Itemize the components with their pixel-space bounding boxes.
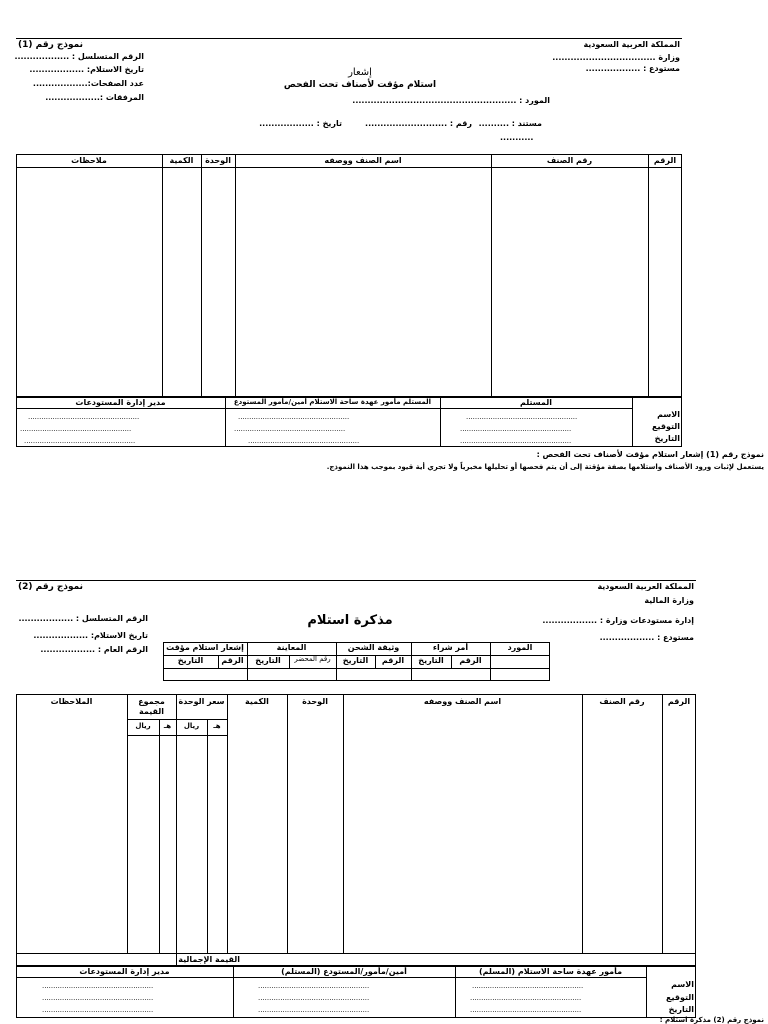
form2-serial: الرقم المتسلسل : .................. — [18, 614, 148, 623]
form2-title: مذكرة استلام — [307, 613, 393, 628]
form2-ref-temp-date: التاريخ — [177, 656, 204, 665]
form1-number: نموذج رقم (1) — [18, 40, 84, 50]
form2-sig-label-name: الاسم — [671, 980, 694, 989]
form2-dots: .................................................. — [258, 982, 370, 990]
form2-col-qty: الكمية — [245, 697, 269, 706]
form1-col-qty: الكمية — [169, 156, 194, 165]
form1-number-field: رقم : ........................... — [365, 119, 472, 128]
form2-col-no: الرقم — [667, 697, 691, 706]
form1-dots: .................................................. — [460, 425, 572, 433]
form1-col-item-no: رقم الصنف — [546, 156, 593, 165]
form1-sig-label-date: التاريخ — [654, 434, 680, 443]
form2-sig-label-date: التاريخ — [668, 1005, 694, 1014]
form2-dots: .................................................. — [472, 982, 584, 990]
form1-dots: .................................................. — [20, 425, 132, 433]
form1-attachments: المرفقات :.................. — [45, 93, 144, 102]
form1-kingdom: المملكة العربية السعودية — [583, 40, 680, 49]
form2-total-label: القيمة الإجمالية — [178, 955, 240, 964]
form2-ref-inspection: المعاينة — [276, 643, 307, 652]
form2-dots: .................................................. — [42, 982, 154, 990]
form1-col-unit: الوحدة — [205, 156, 231, 165]
form2-ref-insp-record: رقم المحضر — [294, 655, 331, 663]
form1-dots: .................................................. — [24, 437, 136, 445]
form1-receipt-date: تاريخ الاستلام: .................. — [29, 65, 144, 74]
form2-ref-ship-no: الرقم — [381, 656, 405, 665]
form1-supplier: المورد : ...................................................... — [352, 96, 550, 105]
form1-sig-label-signature: التوقيع — [652, 422, 680, 431]
form1-date: تاريخ : .................. — [259, 119, 342, 128]
form1-dots: .................................................. — [28, 413, 140, 421]
form2-ministry: وزارة المالية — [644, 596, 694, 605]
form2-ref-shipping-doc: وثيقة الشحن — [347, 643, 400, 652]
form1-sig-custodian: المستلم مأمور عهدة ساحة الاستلام أمين/مأمور المستودع — [233, 398, 432, 406]
form1-dots: .................................................. — [238, 413, 350, 421]
form2-sig-keeper: أمين/مأمور/المستودع (المستلم) — [281, 967, 407, 976]
form2-ref-temp-no: الرقم — [221, 656, 244, 665]
form2-receipt-date: تاريخ الاستلام: .................. — [33, 631, 148, 640]
form2-dots: .................................................. — [42, 994, 154, 1002]
form1-serial: الرقم المتسلسل : .................. — [14, 52, 144, 61]
form2-sig-deliverer: مأمور عهدة ساحة الاستلام (المسلم) — [478, 967, 623, 976]
form2-dots: .................................................. — [258, 994, 370, 1002]
form2-col-item-name: اسم الصنف ووصفه — [423, 697, 502, 706]
form1-doc-dots: ........... — [500, 133, 534, 142]
form2-ref-purchase-order: أمر شراء — [432, 643, 469, 652]
form1-col-no: الرقم — [653, 156, 677, 165]
form1-dots: .................................................. — [460, 437, 572, 445]
form2-unit-price-halala: هـ — [213, 722, 221, 730]
form2-items-table — [16, 694, 696, 966]
form1-dots: .................................................. — [466, 413, 578, 421]
form1-sig-receiver: المستلم — [519, 398, 553, 407]
form1-col-item-name: اسم الصنف ووصفه — [324, 156, 402, 165]
form2-note-title: نموذج رقم (2) مذكرة استلام : — [659, 1016, 764, 1024]
form2-ref-temp-receipt: إشعار استلام مؤقت — [166, 643, 244, 652]
form2-total-halala: هـ — [163, 722, 172, 730]
form2-col-unit: الوحدة — [302, 697, 328, 706]
form2-col-unit-price: سعر الوحدة — [178, 697, 225, 706]
form1-title-1: إشعار — [348, 67, 372, 78]
form1-sig-label-name: الاسم — [657, 410, 680, 419]
form1-sig-manager: مدير إدارة المستودعات — [75, 398, 166, 407]
form1-note-title: نموذج رقم (1) إشعار استلام مؤقت لأصناف تحت الفحص : — [536, 450, 764, 459]
form2-admin: إدارة مستودعات وزارة : .................. — [542, 616, 694, 625]
form2-ref-po-date: التاريخ — [418, 656, 444, 665]
form1-warehouse: مستودع : .................. — [585, 64, 680, 73]
form1-items-table — [16, 154, 682, 397]
form2-ref-ship-date: التاريخ — [342, 656, 369, 665]
form1-col-notes: ملاحظات — [71, 156, 107, 165]
form1-pages: عدد الصفحات:.................. — [32, 79, 144, 88]
form2-number: نموذج رقم (2) — [18, 582, 84, 592]
form2-col-item-no: رقم الصنف — [599, 697, 645, 706]
form2-col-total-value: مجموع القيمة — [138, 697, 165, 716]
form1-title-2: استلام مؤقت لأصناف تحت الفحص — [283, 80, 437, 90]
form2-ref-insp-date: التاريخ — [255, 656, 281, 665]
form2-dots: .................................................. — [470, 994, 582, 1002]
form1-document: مستند : .......... — [478, 119, 542, 128]
form2-sig-manager: مدير إدارة المستودعات — [79, 967, 170, 976]
form1-ministry: وزارة .................................. — [552, 53, 680, 62]
form2-sig-label-signature: التوقيع — [666, 993, 694, 1002]
form2-total-riyal: ريال — [135, 722, 151, 730]
form1-dots: .................................................. — [248, 437, 360, 445]
form2-col-notes: الملاحظات — [50, 697, 93, 706]
form2-dots: .................................................. — [258, 1006, 370, 1014]
form2-unit-price-riyal: ريال — [183, 722, 200, 730]
form1-dots: .................................................. — [234, 425, 346, 433]
form2-dots: .................................................. — [42, 1006, 154, 1014]
form2-ref-supplier: المورد — [507, 643, 533, 652]
form2-general-no: الرقم العام : .................. — [40, 645, 148, 654]
form2-ref-po-no: الرقم — [459, 656, 482, 665]
form2-dots: .................................................. — [470, 1006, 582, 1014]
form1-note-body: يستعمل لإثبات ورود الأصناف واستلامها بصفة مؤقتة إلى أن يتم فحصها أو تحليلها مخبرياً ولا تجري أية قيود بموجب هذا النموذج. — [326, 463, 764, 471]
form2-kingdom: المملكة العربية السعودية — [597, 582, 694, 591]
form2-warehouse: مستودع : .................. — [599, 633, 694, 642]
